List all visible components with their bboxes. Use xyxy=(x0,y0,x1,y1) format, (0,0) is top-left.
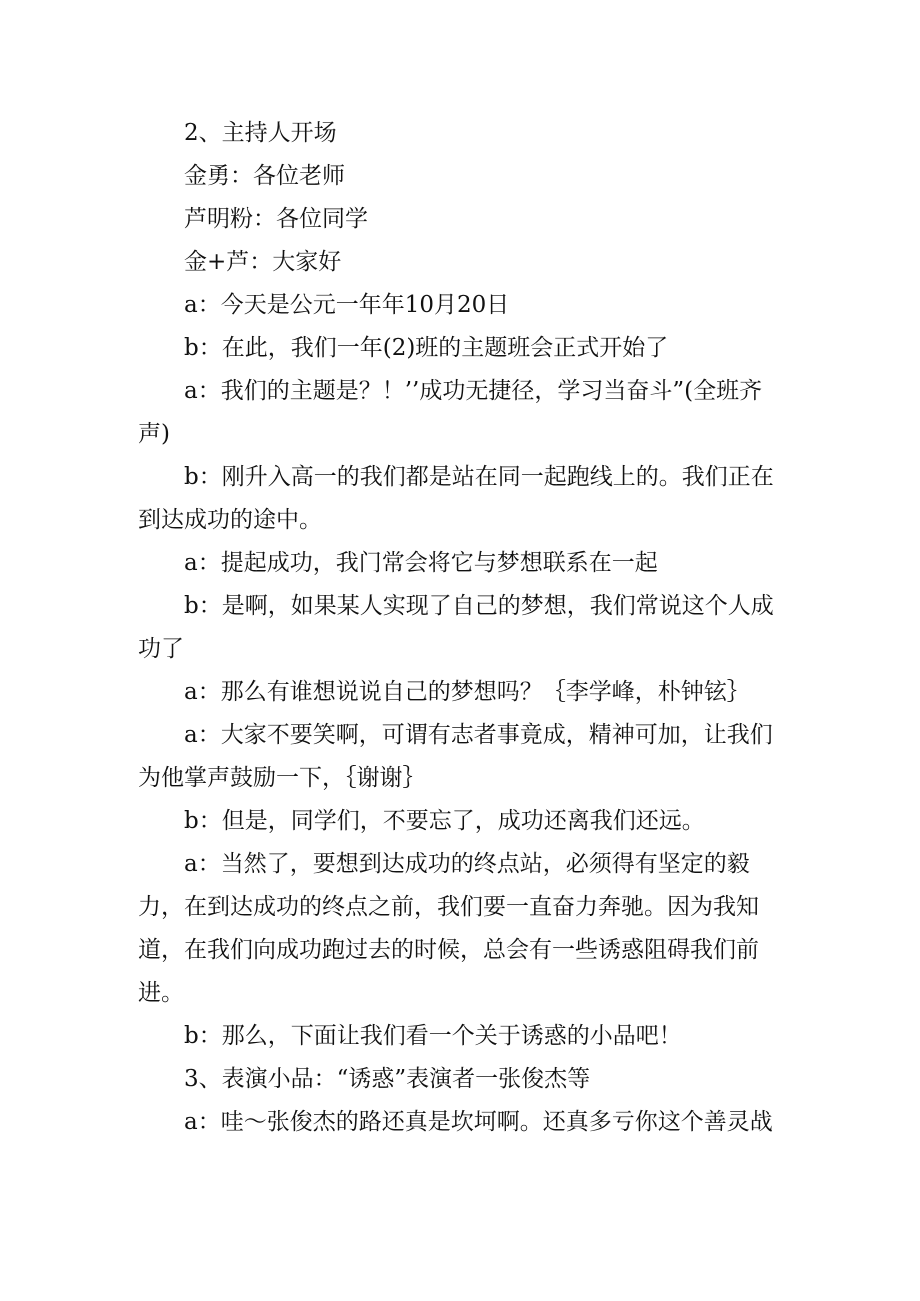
paragraph-joint-greeting: 金+芦：大家好 xyxy=(184,249,342,275)
paragraph-date-line: a：今天是公元一年年10月20日 xyxy=(184,292,510,318)
document-body xyxy=(138,112,788,1144)
paragraph-starting-line: b：刚升入高一的我们都是站在同一起跑线上的。我们正在到达成功的途中。 xyxy=(138,464,774,533)
paragraph-jinyong-greeting: 金勇：各位老师 xyxy=(184,163,345,189)
paragraph-success-dream: a：提起成功，我门常会将它与梦想联系在一起 xyxy=(184,550,658,576)
paragraph-perseverance: a：当然了，要想到达成功的终点站，必须得有坚定的毅力，在到达成功的终点之前，我们要一直奋力奔驰。因为我知道，在我们向成功跑过去的时候，总会有一些诱惑阻碍我们前进。 xyxy=(138,851,759,1006)
paragraph-theme: a：我们的主题是？！’’成功无捷径，学习当奋斗”(全班齐声) xyxy=(138,378,763,447)
paragraph-dream-realized: b：是啊，如果某人实现了自己的梦想，我们常说这个人成功了 xyxy=(138,593,774,662)
paragraph-not-forget: b：但是，同学们，不要忘了，成功还离我们还远。 xyxy=(184,808,705,834)
paragraph-skit-intro: b：那么，下面让我们看一个关于诱惑的小品吧！ xyxy=(184,1023,682,1049)
paragraph-meeting-start: b：在此，我们一年(2)班的主题班会正式开始了 xyxy=(184,335,669,361)
paragraph-host-opening-heading: 2、主持人开场 xyxy=(184,120,337,146)
paragraph-share-dream: a：那么有谁想说说自己的梦想吗？｛李学峰，朴钟铉｝ xyxy=(184,679,750,705)
paragraph-lumingfen-greeting: 芦明粉：各位同学 xyxy=(184,206,368,232)
paragraph-encouragement: a：大家不要笑啊，可谓有志者事竟成，精神可加，让我们为他掌声鼓励一下，｛谢谢｝ xyxy=(138,722,773,791)
paragraph-skit-heading: 3、表演小品：“诱惑”表演者一张俊杰等 xyxy=(184,1066,591,1092)
paragraph-skit-reaction: a：哇～张俊杰的路还真是坎坷啊。还真多亏你这个善灵战 xyxy=(184,1109,773,1135)
